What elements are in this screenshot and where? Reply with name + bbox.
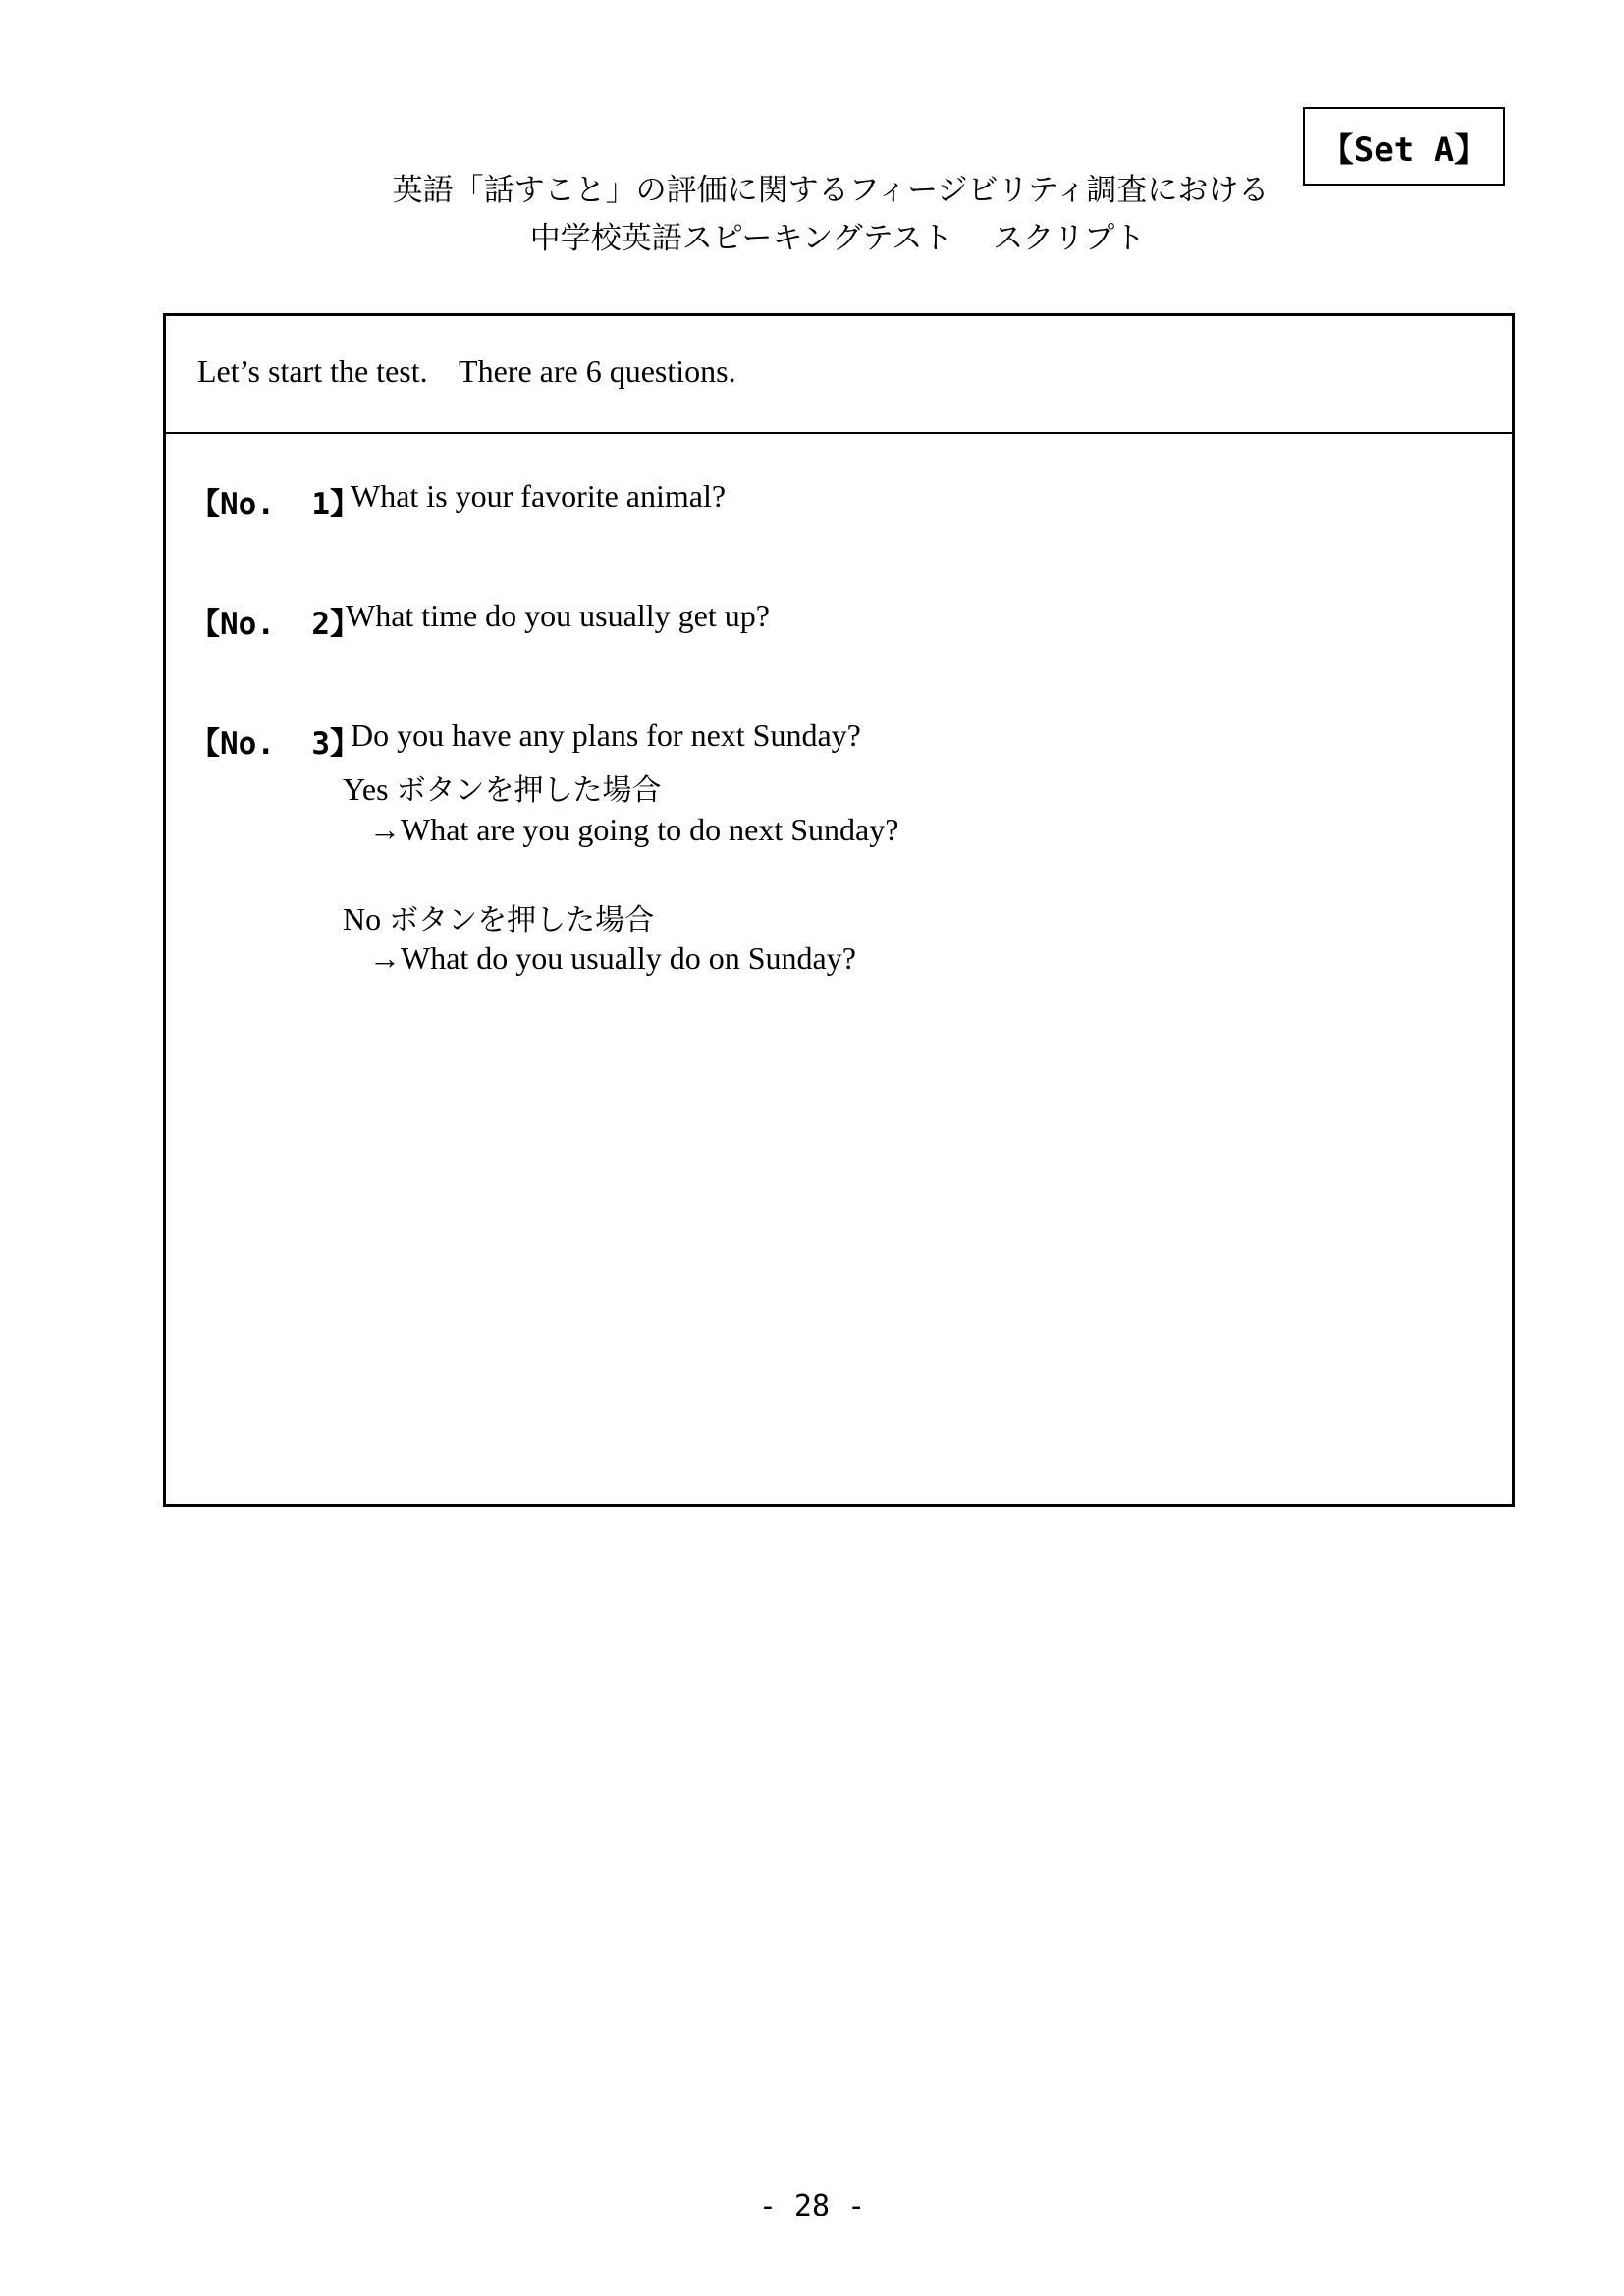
branch-no-prefix: No (343, 901, 390, 936)
question-1-text: What is your favorite animal? (351, 478, 727, 513)
branch-yes-prefix: Yes (343, 772, 397, 807)
branch-no-followup: →What do you usually do on Sunday? (369, 940, 856, 976)
branch-yes-condition (343, 766, 662, 809)
question-2-label: 【No. 2】 (189, 607, 360, 642)
branch-no-condition (343, 895, 654, 938)
intro-text: Let’s start the test. There are 6 questions. (197, 353, 736, 389)
set-label: 【Set A】 (1303, 107, 1505, 186)
branch-yes-condition-text: ボタンを押した場合 (396, 774, 662, 808)
document-title-line-2: 中学校英語スピーキングテスト スクリプト (529, 221, 1146, 256)
question-1-label: 【No. 1】 (189, 487, 360, 522)
question-2-text: What time do you usually get up? (346, 598, 770, 633)
document-title-line-1: 英語「話すこと」の評価に関するフィージビリティ調査における (392, 173, 1270, 208)
script-box (163, 313, 1515, 1507)
question-3-text: Do you have any plans for next Sunday? (351, 718, 861, 753)
branch-no-condition-text: ボタンを押した場合 (389, 903, 655, 937)
intro-row (166, 316, 1512, 434)
question-3-label: 【No. 3】 (189, 726, 360, 762)
branch-yes-followup: →What are you going to do next Sunday? (369, 812, 899, 847)
page-number: - 28 - (758, 2189, 866, 2223)
